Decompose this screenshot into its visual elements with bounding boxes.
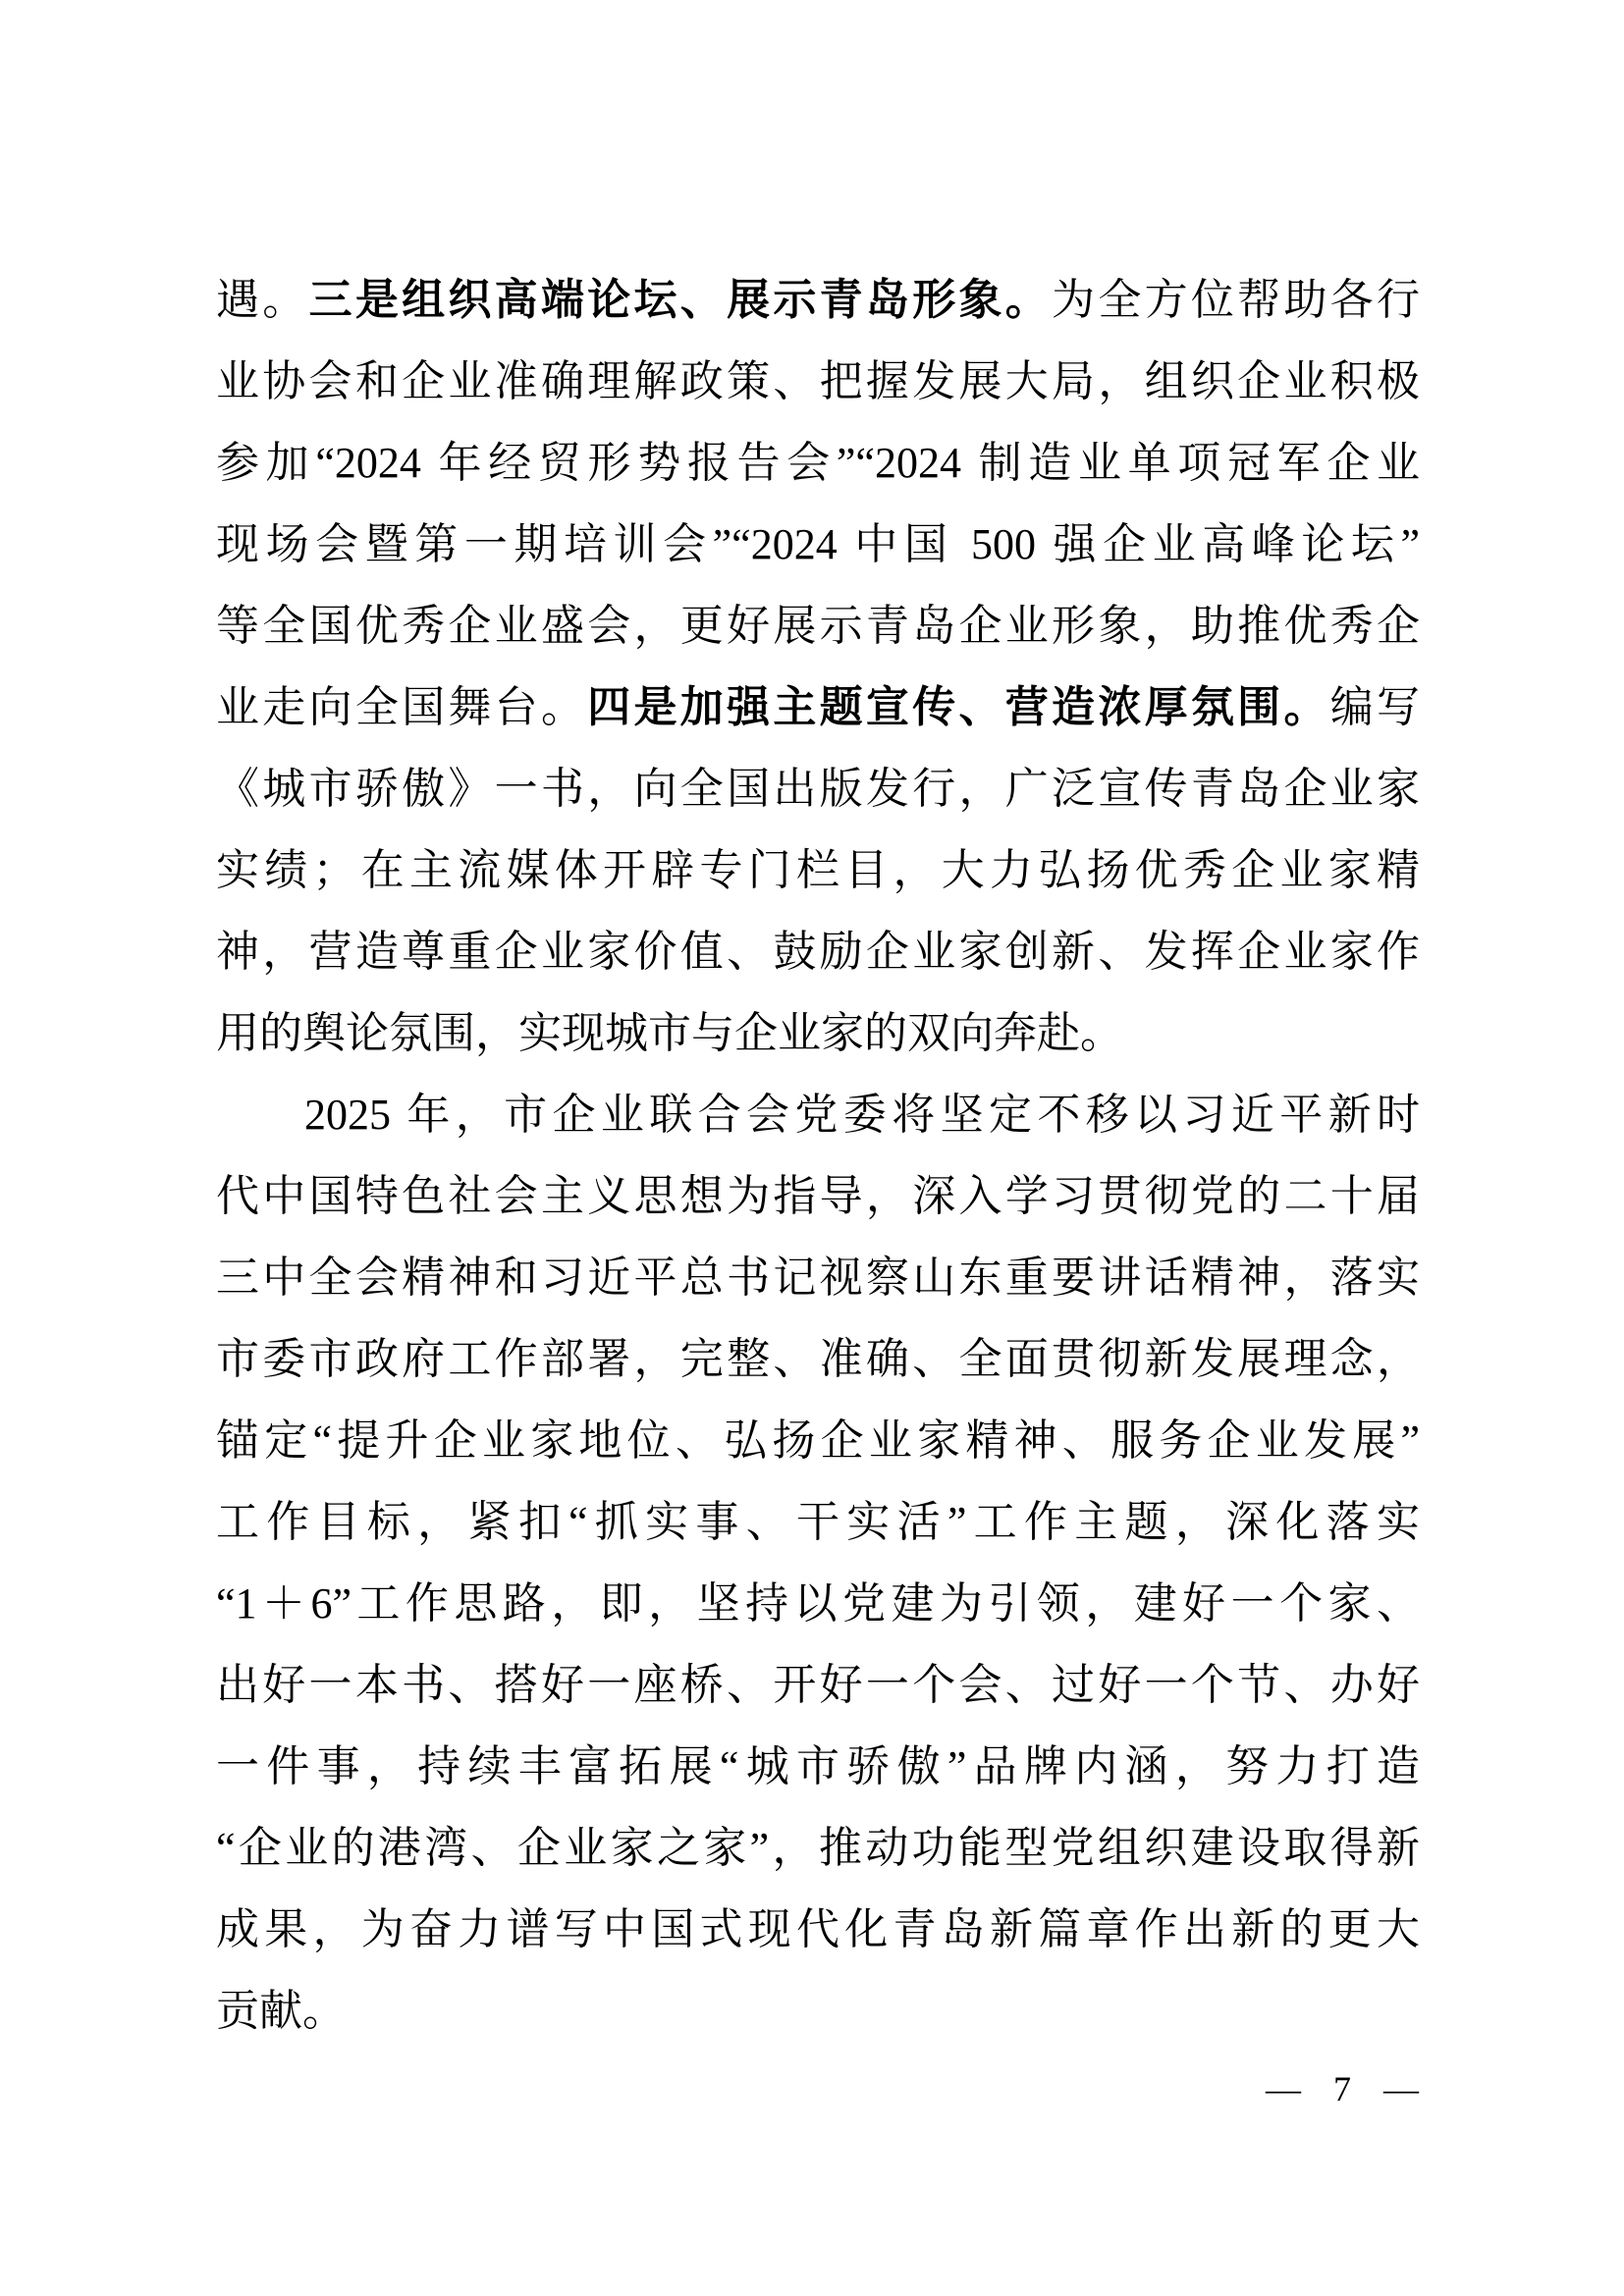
text-line (216, 1970, 1420, 2052)
body-text: 实绩；在主流媒体开辟专门栏目，大力弘扬优秀企业家精 (216, 846, 1420, 894)
text-line (216, 667, 1420, 748)
body-text: 现场会暨第一期培训会”“2024 中国 500 强企业高峰论坛” (216, 520, 1420, 568)
body-text: 用的舆论氛围，实现城市与企业家的双向奔赴。 (216, 1009, 1123, 1057)
text-line (216, 911, 1420, 992)
body-text: 锚定“提升企业家地位、弘扬企业家精神、服务企业发展” (216, 1416, 1420, 1465)
emphasis-text: 四是加强主题宣传、营造浓厚氛围。 (587, 683, 1330, 731)
text-line (216, 585, 1420, 667)
body-text: 业协会和企业准确理解政策、把握发展大局，组织企业积极 (216, 357, 1420, 405)
text-line (216, 1807, 1420, 1889)
body-text: 代中国特色社会主义思想为指导，深入学习贯彻党的二十届 (216, 1172, 1420, 1220)
body-text: 出好一本书、搭好一座桥、开好一个会、过好一个节、办好 (216, 1661, 1420, 1709)
text-line (216, 1400, 1420, 1481)
text-line (216, 1563, 1420, 1644)
text-line (216, 1155, 1420, 1237)
body-text: 市委市政府工作部署，完整、准确、全面贯彻新发展理念， (216, 1335, 1420, 1383)
body-text: 编写 (1329, 683, 1420, 731)
text-line (216, 422, 1420, 504)
body-text: 贡献。 (216, 1987, 346, 2035)
body-text: 业走向全国舞台。 (216, 683, 588, 731)
body-text: 三中全会精神和习近平总书记视察山东重要讲话精神，落实 (216, 1254, 1420, 1302)
body-text: 一件事，持续丰富拓展“城市骄傲”品牌内涵，努力打造 (216, 1742, 1420, 1790)
body-text: 《城市骄傲》一书，向全国出版发行，广泛宣传青岛企业家 (216, 765, 1420, 813)
text-line (216, 748, 1420, 829)
body-text: 成果，为奋力谱写中国式现代化青岛新篇章作出新的更大 (216, 1905, 1420, 1953)
text-block (216, 259, 1420, 2052)
body-text: “1＋6”工作思路，即，坚持以党建为引领，建好一个家、 (216, 1579, 1420, 1628)
text-line (216, 1237, 1420, 1318)
body-text: 2025 年，市企业联合会党委将坚定不移以习近平新时 (304, 1091, 1420, 1139)
text-line (216, 1481, 1420, 1563)
text-line (216, 1318, 1420, 1400)
text-line (216, 341, 1420, 422)
body-text: 工作目标，紧扣“抓实事、干实活”工作主题，深化落实 (216, 1498, 1420, 1546)
page-number: — 7 — (1266, 2069, 1423, 2109)
body-text: 等全国优秀企业盛会，更好展示青岛企业形象，助推优秀企 (216, 602, 1420, 650)
body-text: 遇。 (216, 276, 309, 324)
text-line (216, 1726, 1420, 1807)
text-line (216, 504, 1420, 585)
text-line (216, 829, 1420, 911)
body-text: 参加“2024 年经贸形势报告会”“2024 制造业单项冠军企业 (216, 439, 1420, 487)
emphasis-text: 三是组织高端论坛、展示青岛形象。 (308, 276, 1053, 324)
body-text: “企业的港湾、企业家之家”，推动功能型党组织建设取得新 (216, 1824, 1420, 1872)
text-line (216, 1074, 1420, 1155)
body-text: 神，营造尊重企业家价值、鼓励企业家创新、发挥企业家作 (216, 928, 1420, 976)
body-text: 为全方位帮助各行 (1052, 276, 1420, 324)
text-line (216, 1644, 1420, 1726)
text-line (216, 1889, 1420, 1970)
text-line (216, 992, 1420, 1074)
text-line (216, 259, 1420, 341)
